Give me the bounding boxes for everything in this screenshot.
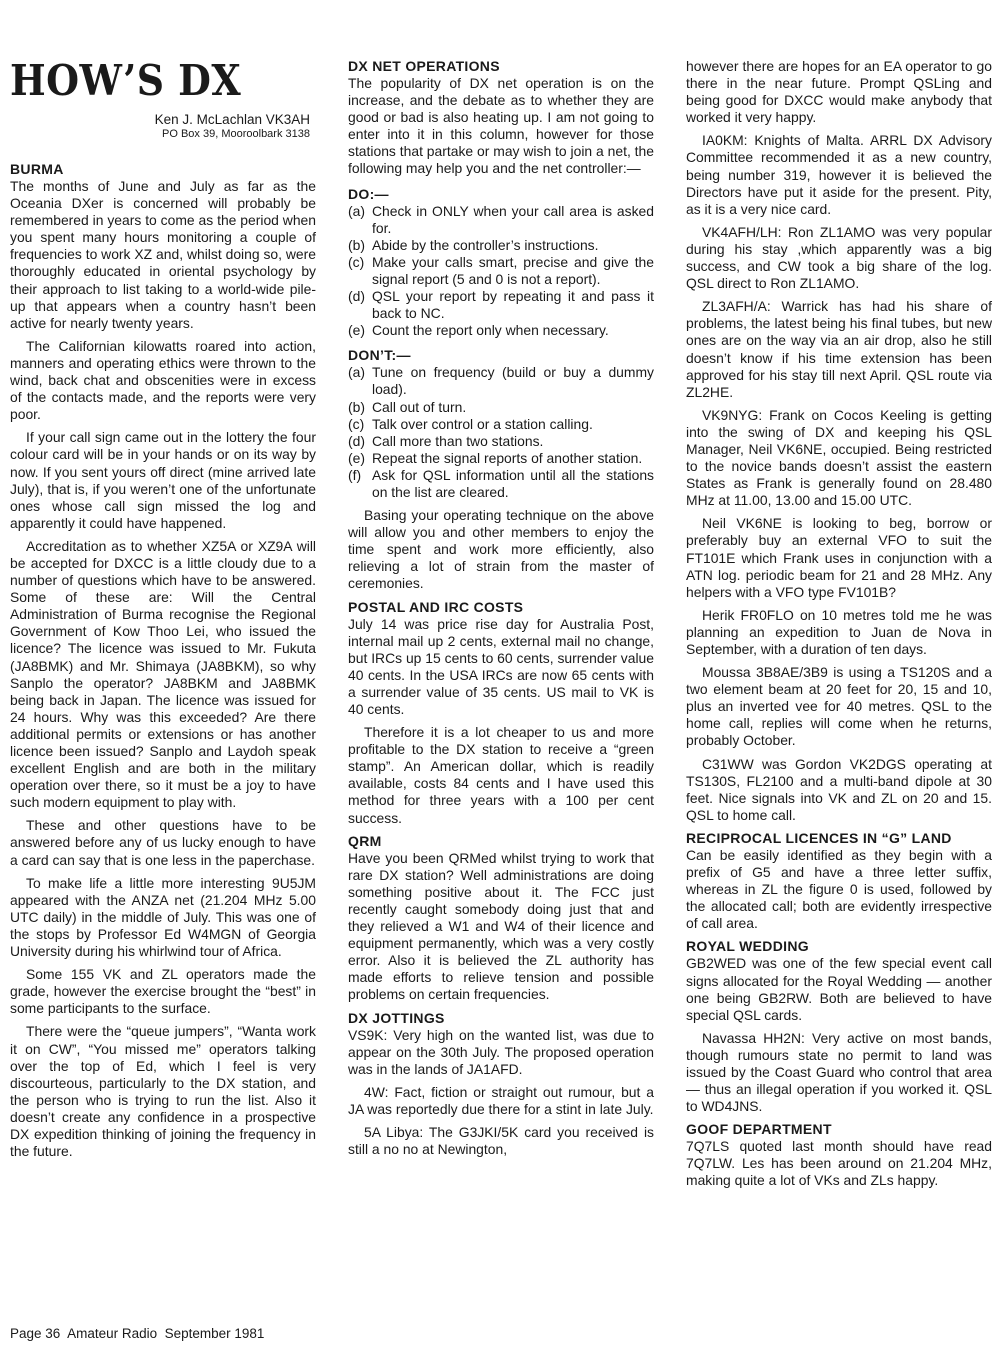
list-item-label: (b) xyxy=(348,236,365,253)
paragraph: 7Q7LS quoted last month should have read 7Q7LW. Les has been around on 21.204 MHz, making quite a lot of VKs and ZLs happy. xyxy=(686,1138,992,1189)
list-item xyxy=(348,254,654,288)
paragraph: VK4AFH/LH: Ron ZL1AMO was very popular during his stay ,which apparently was a big success, and CW took a big share of the log. QSL direct to Ron ZL1AMO. xyxy=(686,223,992,292)
author-address: PO Box 39, Mooroolbark 3138 xyxy=(162,128,310,140)
section-heading-goof: GOOF DEPARTMENT xyxy=(686,1121,832,1138)
column-3 xyxy=(686,58,992,1196)
paragraph: VK9NYG: Frank on Cocos Keeling is getting into the swing of DX and keeping his QSL Manager, Neil VK6NE, occupied. Being restricted to the novice bands doesn’t assist the eastern States as Frank is generally found on 28.480 MHz at 11.00, 13.00 and 15.00 UTC. xyxy=(686,406,992,509)
paragraph: Moussa 3B8AE/3B9 is using a TS120S and a two element beam at 20 feet for 20, 15 and 10, plus an inverted vee for 40 metres. QSL to the home call, replies will come when he returns, probably October. xyxy=(686,664,992,749)
list-item xyxy=(348,203,654,237)
paragraph: The popularity of DX net operation is on the increase, and the debate as to whether they are good or bad is also heating up. I am not going to enter into it in this column, however for those stations that partake or may wish to join a net, the following may help you and the net controller:— xyxy=(348,75,654,177)
list-item-label: (b) xyxy=(348,398,365,415)
section-heading-qrm: QRM xyxy=(348,832,382,849)
paragraph: The months of June and July as far as the Oceania DXer is concerned will probably be remembered in years to come as the period when you spent many hours monitoring a couple of frequencies to work XZ and, whilst doing so, were thoroughly educated in oriental psychology by their approach to list taking to a world-wide pile-up that appears when a country hasn’t been active for nearly twenty years. xyxy=(10,178,316,331)
list-item-text: Count the report only when necessary. xyxy=(372,322,609,339)
column-2 xyxy=(348,58,654,1164)
list-item-text: Call out of turn. xyxy=(372,398,467,415)
magazine-name: Amateur Radio xyxy=(67,1326,158,1341)
list-item-label: (d) xyxy=(348,432,365,449)
dont-heading: DON’T:— xyxy=(348,347,411,364)
list-item xyxy=(348,322,654,339)
issue-date: September 1981 xyxy=(164,1326,265,1341)
section-heading-dx-jottings: DX JOTTINGS xyxy=(348,1009,445,1026)
list-item-label: (f) xyxy=(348,466,362,483)
page-number: Page 36 xyxy=(10,1326,61,1341)
paragraph: Navassa HH2N: Very active on most bands, though rumours state no permit to land was issued by the Coast Guard who control that area — thus an illegal operation if you worked it. QSL to WD4JNS. xyxy=(686,1029,992,1115)
list-item-text: Tune on frequency (build or buy a dummy load). xyxy=(372,364,654,398)
do-heading: DO:— xyxy=(348,185,389,202)
list-item-label: (c) xyxy=(348,415,365,432)
paragraph: Basing your operating technique on the above will allow you and other members to enjoy the time spent and work more efficiently, also relieving a lot of strain from the master of ceremonies. xyxy=(348,507,654,592)
list-item xyxy=(348,364,654,398)
paragraph: Can be easily identified as they begin with a prefix of G5 and have a three letter suffix, whereas in ZL the figure 0 is used, followed by the allocated call; both are evidently irrespective of call area. xyxy=(686,846,992,932)
list-item xyxy=(348,467,654,501)
paragraph: There were the “queue jumpers”, “Wanta work it on CW”, “You missed me” operators talking over the top of Ed, which I feel is very discourteous, particularly to the DX station, and the person who is trying to run the list. Also it doesn’t create any confidence in a prospective DX expedition thinking of joining the frequency in the future. xyxy=(10,1023,316,1160)
page-title: HOW’S DX xyxy=(10,56,242,105)
list-item-text: Check in ONLY when your call area is asked for. xyxy=(372,202,654,236)
list-item xyxy=(348,399,654,416)
paragraph: IA0KM: Knights of Malta. ARRL DX Advisory Committee recommended it as a new country, being number 319, however it is believed the Directors have put it aside for the present. Pity, as it is a very nice card. xyxy=(686,132,992,217)
paragraph: Accreditation as to whether XZ5A or XZ9A will be accepted for DXCC is a little cloudy due to a number of questions which have to be answered. Some of these are: Will the Central Administration of Burma recognise the Regional Government of Kow Thoo Lei, who issued the licence? The licence was issued to Mr. Fukuta (JA8BMK) and Mr. Shimaya (JA8BKM), so why Sanplo the operator? JA8BKM and JA8BMK being back in Japan. The licence was issued for 24 hours. Why was this exceeded? Are there additional permits or extensions or has another licence been issued? Sanplo and Laydoh speak excellent English and are both in the military operation over there, so it must be a joy to have such modern equipment to play with. xyxy=(10,537,316,811)
list-item-label: (d) xyxy=(348,288,365,305)
column-1 xyxy=(10,58,316,1166)
list-item-text: Call more than two stations. xyxy=(372,432,544,449)
paragraph: July 14 was price rise day for Australia Post, internal mail up 2 cents, external mail no change, but IRCs up 15 cents to 60 cents, surrender value 40 cents. In the USA IRCs are now 65 cents with a surrender value of 35 cents. US mail to VK is 40 cents. xyxy=(348,615,654,717)
list-item xyxy=(348,433,654,450)
paragraph: Herik FR0FLO on 10 metres told me he was planning an expedition to Juan de Nova in September, with a duration of ten days. xyxy=(686,606,992,657)
section-heading-royal-wedding: ROYAL WEDDING xyxy=(686,938,809,955)
list-item-text: Repeat the signal reports of another station. xyxy=(372,449,643,466)
dont-list xyxy=(348,364,654,501)
paragraph: ZL3AFH/A: Warrick has had his share of problems, the latest being his final tubes, but new ones are on the way via an air drop, also he still doesn’t know if his time extension has been approved for his stay till next April. QSL route via ZL2HE. xyxy=(686,298,992,400)
list-item-text: QSL your report by repeating it and pass it back to NC. xyxy=(372,288,654,322)
paragraph: Some 155 VK and ZL operators made the grade, however the exercise brought the “best” in some participants to the surface. xyxy=(10,966,316,1017)
paragraph: Therefore it is a lot cheaper to us and more profitable to the DX station to receive a “green stamp”. An American dollar, which is readily available, costs 84 cents and I have used this method for three years with a 100 per cent success. xyxy=(348,724,654,826)
page-footer xyxy=(10,1326,264,1341)
list-item xyxy=(348,416,654,433)
list-item-text: Make your calls smart, precise and give the signal report (5 and 0 is not a report). xyxy=(372,253,654,287)
paragraph: The Californian kilowatts roared into action, manners and operating ethics were thrown to the wind, back chat and obscenities were in excess of the contacts made, and the reports were very poor. xyxy=(10,337,316,423)
list-item xyxy=(348,450,654,467)
paragraph: VS9K: Very high on the wanted list, was due to appear on the 30th July. The proposed operation was in the lands of JA1AFD. xyxy=(348,1026,654,1077)
list-item-label: (c) xyxy=(348,253,365,270)
list-item-label: (e) xyxy=(348,449,365,466)
paragraph: however there are hopes for an EA operator to go there in the near future. Prompt QSLing and being good for DXCC would make anybody that worked it very happy. xyxy=(686,58,992,126)
section-heading-burma: BURMA xyxy=(10,161,64,177)
list-item-text: Abide by the controller’s instructions. xyxy=(372,236,599,253)
list-item-label: (a) xyxy=(348,364,365,381)
section-heading-dx-net: DX NET OPERATIONS xyxy=(348,58,500,74)
author-byline: Ken J. McLachlan VK3AH xyxy=(154,112,310,127)
paragraph: If your call sign came out in the lottery the four colour card will be in your hands or on its way by now. If you sent yours off direct (mine arrived late July), that is, if you weren’t one of the unfortunate ones whose call sign missed the log and apparently it could have happened. xyxy=(10,429,316,531)
paragraph: 4W: Fact, fiction or straight out rumour, but a JA was reportedly due there for a stint in late July. xyxy=(348,1083,654,1117)
list-item xyxy=(348,288,654,322)
paragraph: These and other questions have to be answered before any of us lucky enough to have a card can say that is one less in the paperchase. xyxy=(10,817,316,868)
section-heading-reciprocal: RECIPROCAL LICENCES IN “G” LAND xyxy=(686,829,952,846)
section-heading-postal: POSTAL AND IRC COSTS xyxy=(348,598,524,615)
paragraph: C31WW was Gordon VK2DGS operating at TS130S, FL2100 and a multi-band dipole at 30 feet. Nice signals into VK and ZL on 20 and 15. QSL to home call. xyxy=(686,755,992,823)
list-item-label: (e) xyxy=(348,322,365,339)
list-item xyxy=(348,237,654,254)
paragraph: 5A Libya: The G3JKI/5K card you received is still a no no at Newington, xyxy=(348,1123,654,1158)
paragraph: Have you been QRMed whilst trying to work that rare DX station? Well administrations are doing something positive about it. The FCC just recently caught somebody doing just that and they relieved a W1 and W4 of their licence and equipment permanently, which was a very costly error. Also it is believed the ZL authority has made efforts to relieve tension and possible problems on certain frequencies. xyxy=(348,849,654,1003)
paragraph: To make life a little more interesting 9U5JM appeared with the ANZA net (21.204 MHz 5.00 UTC daily) in the middle of July. This was one of the stops by Professor Ed W4MGN of Georgia University during his whirlwind tour of Africa. xyxy=(10,874,316,960)
do-list xyxy=(348,203,654,340)
list-item-text: Talk over control or a station calling. xyxy=(372,415,593,432)
paragraph: GB2WED was one of the few special event call signs allocated for the Royal Wedding — another one being GB2RW. Both are believed to have special QSL cards. xyxy=(686,955,992,1023)
list-item-text: Ask for QSL information until all the stations on the list are cleared. xyxy=(372,466,654,500)
paragraph: Neil VK6NE is looking to beg, borrow or preferably buy an external VFO to suit the FT101E which Frank uses in conjunction with a ATN log. periodic beam for 21 and 28 MHz. Any helpers with a VFO type FV101B? xyxy=(686,515,992,600)
list-item-label: (a) xyxy=(348,202,365,219)
